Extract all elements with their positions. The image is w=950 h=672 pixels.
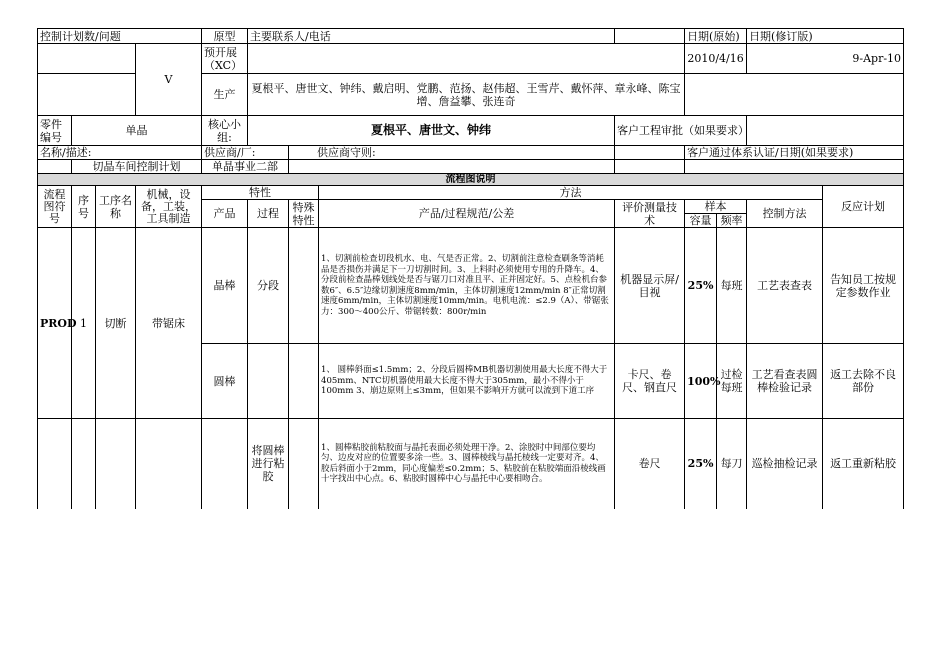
col-sample: 样本 (685, 200, 747, 214)
seq-cell: 1 (72, 228, 96, 419)
control-cell: 巡检抽检记录 (747, 419, 823, 509)
op-cell: 切断 (96, 228, 136, 419)
flow-symbol-cell: PROD (38, 228, 72, 419)
prototype-label: 原型 (202, 29, 248, 44)
col-method: 方法 (319, 186, 823, 200)
col-reaction: 反应计划 (823, 186, 904, 228)
capacity-cell: 25% (685, 228, 717, 344)
special-cell (289, 228, 319, 344)
control-plan-table (37, 28, 904, 509)
plan-name: 切晶车间控制计划 (72, 160, 202, 174)
col-characteristics: 特性 (202, 186, 319, 200)
product-cell: 圆棒 (202, 344, 248, 419)
table-row (38, 419, 904, 509)
control-cell: 工艺看查表圆棒检验记录 (747, 344, 823, 419)
core-team-label: 核心小组: (202, 116, 248, 146)
process-cell: 分段 (248, 228, 289, 344)
col-frequency: 频率 (717, 214, 747, 228)
machine-cell: 带锯床 (136, 228, 202, 419)
production-label: 生产 (202, 74, 248, 116)
special-cell (289, 419, 319, 509)
col-special: 特殊特性 (289, 200, 319, 228)
supplier-rule-label: 供应商守则: (289, 146, 615, 160)
product-cell: 晶棒 (202, 228, 248, 344)
reaction-cell: 告知员工按规定参数作业 (823, 228, 904, 344)
col-product: 产品 (202, 200, 248, 228)
capacity-cell: 100% (685, 344, 717, 419)
version-mark: V (136, 44, 202, 116)
eval-cell: 卡尺、卷尺、钢直尺 (615, 344, 685, 419)
control-cell: 工艺表查表 (747, 228, 823, 344)
special-cell (289, 344, 319, 419)
spec-cell: 1、圆棒粘胶前粘胶面与晶托表面必须处理干净。2、涂胶时中间部位要均匀、边皮对应的位置要多涂一些。3、圆棒棱线与晶托棱线一定要对齐。4、胶后斜面小于2mm，同心度偏差≤0.2mm；5、粘胶前在粘胶端面沿棱线画十字找出中心点。6、粘胶时圆棒中心与晶托中心要相吻合。 (319, 419, 615, 509)
eval-cell: 机器显示屏/目视 (615, 228, 685, 344)
prototype-value: 主要联系人/电话 (248, 29, 615, 44)
process-cell (248, 344, 289, 419)
col-spec: 产品/过程规范/公差 (319, 200, 615, 228)
product-cell (202, 419, 248, 509)
name-desc-label: 名称/描述: (38, 146, 202, 160)
section-title: 流程图说明 (38, 174, 904, 186)
capacity-cell: 25% (685, 419, 717, 509)
frequency-cell: 每班 (717, 228, 747, 344)
col-capacity: 容量 (685, 214, 717, 228)
spec-cell: 1、切割前检查切段机水、电、气是否正常。2、切割前注意检查刷条等消耗品是否损伤并满足下一刀切割时间。3、上料时必须使用专用的升降车。4、分段前检查晶棒划线处是否与锯刀口对准且平、正并固定好。5、点检机台参数6″、6.5″边缘切割速度8mm/min，主体切割速度12mm/min 8″正常切割速度6mm/min，主体切割速度10mm/min。电机电流：≤2.9（A）、带锯张力：300～400公斤、带锯转数：800r/min (319, 228, 615, 344)
department: 单晶事业二部 (202, 160, 289, 174)
part-no-label: 零件编号 (38, 116, 72, 146)
col-process: 过程 (248, 200, 289, 228)
reaction-cell: 返工去除不良部份 (823, 344, 904, 419)
reaction-cell: 返工重新粘胶 (823, 419, 904, 509)
production-contacts: 夏根平、唐世文、钟纬、戴启明、党鹏、范扬、赵伟超、王雪芹、戴怀萍、章永峰、陈宝增、詹益攀、张连奇 (248, 74, 685, 116)
col-machine: 机械，设备，工装，工具制造 (136, 186, 202, 228)
date-orig-value: 2010/4/16 (685, 44, 747, 74)
prelaunch-label: 预开展（XC） (202, 44, 248, 74)
col-flow-symbol: 流程图符号 (38, 186, 72, 228)
frequency-cell: 每刀 (717, 419, 747, 509)
date-rev-value: 9-Apr-10 (747, 44, 904, 74)
col-eval: 评价测量技术 (615, 200, 685, 228)
spec-cell: 1、 圆棒斜面≤1.5mm；2、分段后圆棒MB机器切割使用最大长度不得大于405mm、NTC切机器使用最大长度不得大于305mm，最小不得小于100mm 3、崩边原则上≤3mm，但如果不影响开方就可以流到下道工序 (319, 344, 615, 419)
supplier-label: 供应商/厂: (202, 146, 289, 160)
core-team-value: 夏根平、唐世文、钟纬 (248, 116, 615, 146)
customer-approval-label: 客户工程审批（如果要求） (615, 116, 747, 146)
frequency-cell: 过检每班 (717, 344, 747, 419)
control-plan-no-label: 控制计划数/问题 (38, 29, 202, 44)
col-op-name: 工序名称 (96, 186, 136, 228)
date-rev-label: 日期(修订版) (747, 29, 904, 44)
customer-cert-label: 客户通过体系认证/日期(如果要求) (685, 146, 904, 160)
table-row (38, 228, 904, 344)
date-orig-label: 日期(原始) (685, 29, 747, 44)
eval-cell: 卷尺 (615, 419, 685, 509)
process-cell: 将圆棒进行粘胶 (248, 419, 289, 509)
part-name-value: 单晶 (72, 116, 202, 146)
col-seq: 序号 (72, 186, 96, 228)
col-control-method: 控制方法 (747, 200, 823, 228)
